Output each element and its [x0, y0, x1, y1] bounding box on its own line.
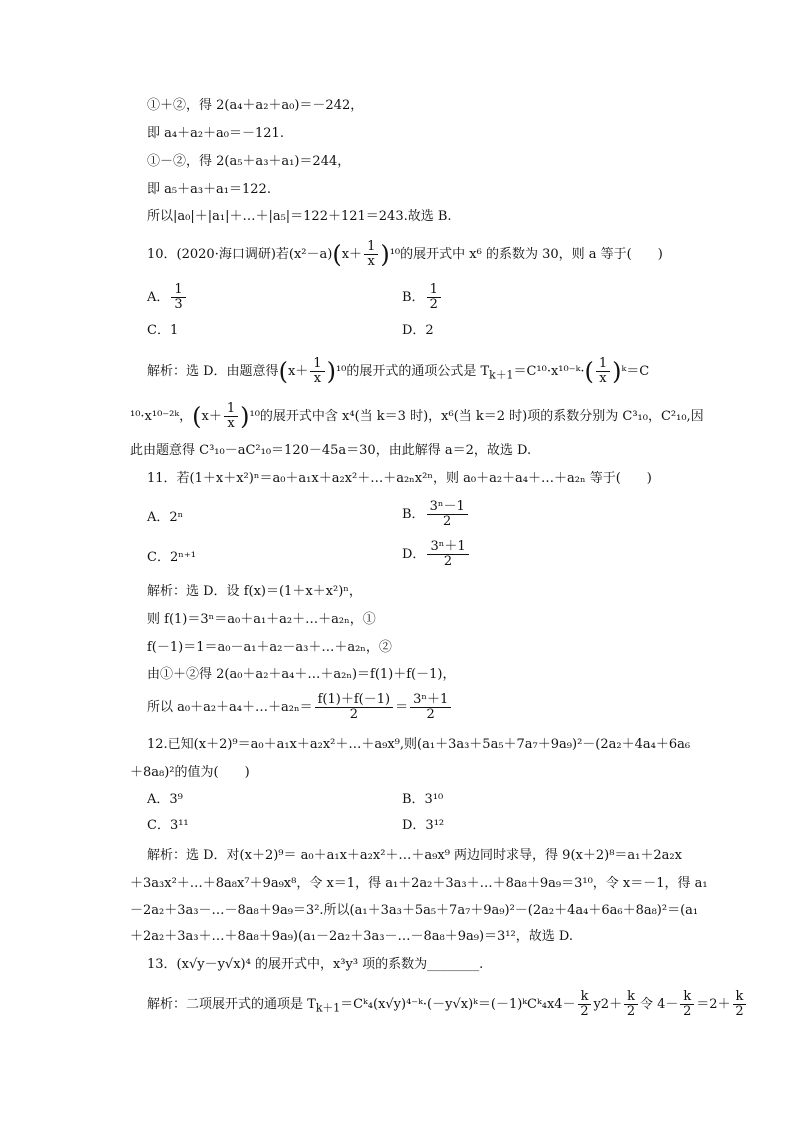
option-c: C．2ⁿ⁺¹: [147, 550, 196, 565]
fraction: $\frac{k}{2}$: [680, 990, 694, 1019]
fraction: $\frac{1}{x}$: [310, 357, 324, 386]
fraction: $\frac{1}{2}$: [427, 283, 441, 312]
option-c: C．1: [147, 323, 179, 338]
answer-13: 解析：二项展开式的通项是 $T_{k+1}=Cᵏ_4(x√y)^{4-}ᵏ\cdot(-y√x)ᵏ=(-1)ᵏCᵏ_4x4-$ $\frac{k}{2}$ y2＋ $\frac{k}{2}$ 令 4－ $\frac{k}{2}$ ＝2＋ $\frac{k}{2}$: [147, 990, 748, 1019]
question-12: 12.已知(x＋2)⁹＝a₀＋a₁x＋a₂x²＋…＋a₉x⁹,则(a₁＋3a₃＋5a₅＋7a₇＋9a₉)²－(2a₂＋4a₄＋6a₆: [147, 737, 691, 752]
option-d: D． $\frac{\text{3ⁿ＋1}}{2}$: [402, 540, 471, 569]
option-b: B． $\frac{1}{2}$: [402, 283, 443, 312]
answer-11-line: 由①＋②得 2(a₀＋a₂＋a₄＋…＋a₂ₙ)＝f(1)＋f(－1)，: [147, 667, 456, 682]
question-12-line2: ＋8a₈)²的值为( ): [130, 765, 250, 780]
option-c: C．3¹¹: [147, 818, 189, 833]
fraction: $\frac{\text{3ⁿ－1}}{2}$: [427, 500, 468, 529]
answer-12-line: ＋3a₃x²＋…＋8a₈x⁷＋9a₉x⁸，令 x＝1，得 a₁＋2a₂＋3a₃＋…＋8a₈＋9a₉＝3¹⁰，令 x＝－1，得 a₁: [130, 876, 708, 891]
fraction: $\frac{\text{3ⁿ＋1}}{2}$: [410, 693, 451, 722]
fraction: $\frac{k}{2}$: [624, 990, 638, 1019]
fraction: $\frac{1}{3}$: [171, 283, 185, 312]
option-a: A．3⁹: [147, 792, 183, 807]
answer-10-line3: 此由题意得 C³₁₀－aC²₁₀＝120－45a＝30，由此解得 a＝2，故选 D.: [130, 443, 532, 458]
option-d: D．2: [402, 323, 434, 338]
fraction: $\frac{f(1)+f(-1)}{2}$: [315, 693, 393, 722]
question-10: 10．(2020·海口调研)若(x²－a)(x＋ $\frac{1}{x}$ )¹⁰的展开式中 x⁶ 的系数为 30，则 a 等于( ): [147, 239, 663, 269]
option-a: A． $\frac{1}{3}$: [147, 283, 188, 312]
option-a: A．2ⁿ: [147, 510, 184, 525]
text-line: ①－②，得 2(a₅＋a₃＋a₁)＝244，: [147, 154, 351, 169]
answer-11-line: 所以 a₀＋a₂＋a₄＋…＋a₂ₙ＝ $\frac{f(1)+f(-1)}{2}$ ＝ $\frac{\text{3ⁿ＋1}}{2}$: [147, 693, 453, 722]
answer-12: 解析：选 D．对(x＋2)⁹＝ a₀＋a₁x＋a₂x²＋…＋a₉x⁹ 两边同时求导，得 9(x＋2)⁸＝a₁＋2a₂x: [147, 848, 682, 863]
answer-11: 解析：选 D．设 f(x)＝(1＋x＋x²)ⁿ，: [147, 584, 362, 599]
fraction: $\frac{\text{3ⁿ＋1}}{2}$: [427, 540, 468, 569]
fraction: $\frac{k}{2}$: [578, 990, 592, 1019]
answer-12-line: －2a₂＋3a₃－…－8a₈＋9a₉＝3².所以(a₁＋3a₃＋5a₅＋7a₇＋9a₉)²－(2a₂＋4a₄＋6a₆＋8a₈)²＝(a₁: [130, 903, 699, 918]
fraction: $\frac{1}{x}$: [224, 402, 238, 431]
text-line: 即 a₄＋a₂＋a₀＝－121.: [147, 126, 284, 141]
fraction: $\frac{1}{x}$: [364, 240, 378, 269]
fraction: $\frac{1}{x}$: [596, 357, 610, 386]
text-line: ①＋②，得 2(a₄＋a₂＋a₀)＝－242，: [147, 98, 364, 113]
answer-12-line: ＋2a₂＋3a₃＋…＋8a₈＋9a₉)(a₁－2a₂＋3a₃－…－8a₈＋9a₉)＝3¹²，故选 D.: [130, 929, 573, 944]
text-line: 即 a₅＋a₃＋a₁＝122.: [147, 182, 271, 197]
option-b: B． $\frac{\text{3ⁿ－1}}{2}$: [402, 500, 470, 529]
question-13: 13．(x√y－y√x)⁴ 的展开式中，x³y³ 项的系数为________.: [147, 957, 484, 972]
option-d: D．3¹²: [402, 818, 445, 833]
answer-11-line: f(－1)＝1＝a₀－a₁＋a₂－a₃＋…＋a₂ₙ，②: [147, 640, 392, 655]
fraction: $\frac{k}{2}$: [733, 990, 747, 1019]
option-b: B．3¹⁰: [402, 792, 444, 807]
text-line: 所以|a₀|＋|a₁|＋…＋|a₅|＝122＋121＝243.故选 B.: [147, 209, 452, 224]
answer-11-line: 则 f(1)＝3ⁿ＝a₀＋a₁＋a₂＋…＋a₂ₙ，①: [147, 612, 376, 627]
answer-10-line2: ¹⁰·x¹⁰⁻²ᵏ，(x＋ $\frac{1}{x}$ )¹⁰的展开式中含 x⁴(当 k＝3 时)，x⁶(当 k＝2 时)项的系数分别为 C³₁₀，C²₁₀,因: [130, 401, 704, 431]
question-11: 11．若(1＋x＋x²)ⁿ＝a₀＋a₁x＋a₂x²＋…＋a₂ₙx²ⁿ，则 a₀＋a₂＋a₄＋…＋a₂ₙ 等于( ): [147, 471, 652, 486]
answer-10: 解析：选 D．由题意得(x＋ $\frac{1}{x}$ )¹⁰的展开式的通项公式是 $T_{k+1}=C^{10}\cdot x^{10-}ᵏ\cdot$( $\frac{1}{x}$ )ᵏ＝C: [147, 356, 650, 386]
